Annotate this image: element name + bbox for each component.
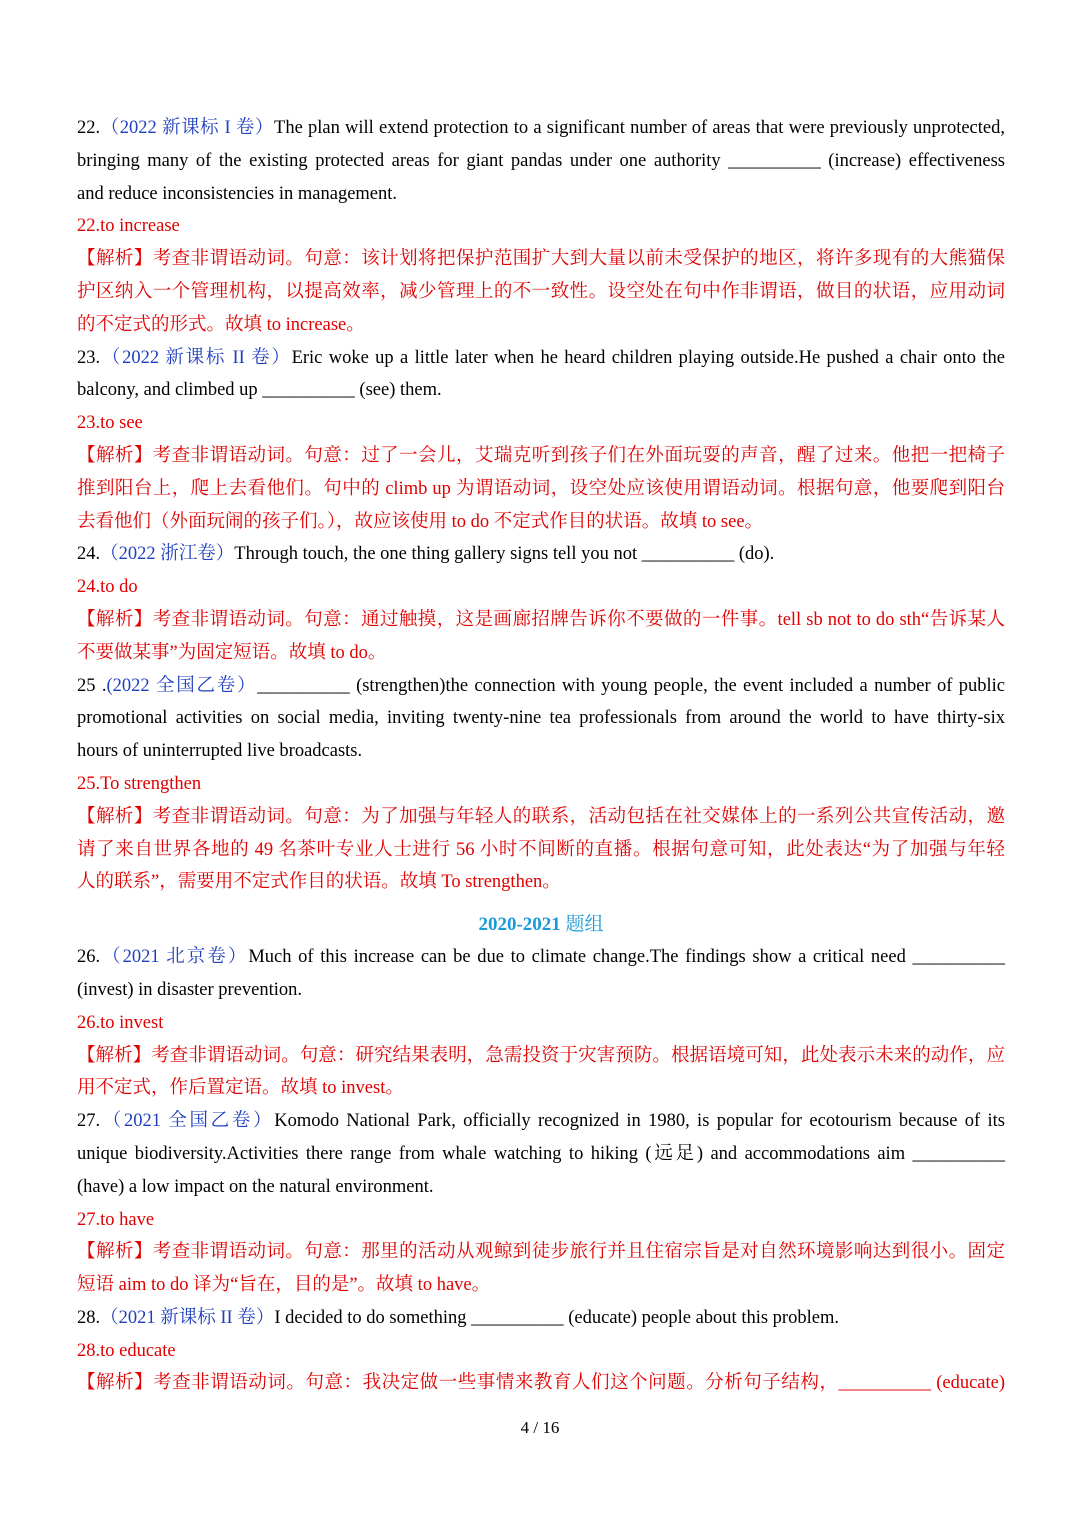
analysis-text: 的不定式的形式。故填 to increase。 bbox=[77, 314, 365, 335]
answer: 24.to do bbox=[77, 577, 138, 598]
analysis-text: 短语 aim to do 译为“旨在，目的是”。故填 to have。 bbox=[77, 1275, 491, 1296]
answer: 22.to increase bbox=[77, 216, 180, 237]
question-number: 23. bbox=[77, 347, 101, 368]
answer: 23.to see bbox=[77, 413, 143, 434]
analysis-text: 【解析】考查非谓语动词。句意：通过触摸，这是画廊招牌告诉你不要做的一件事。tell sb not to do sth“告诉某人 bbox=[77, 609, 1005, 630]
question-text: hours of uninterrupted live broadcasts. bbox=[77, 741, 363, 762]
document-body bbox=[77, 112, 1005, 1400]
question-text: and reduce inconsistencies in management. bbox=[77, 183, 398, 204]
question-text: 23.（2022 新课标 II 卷）Eric woke up a little later when he heard children playing outside.He pushed a chair onto the bbox=[77, 347, 1005, 368]
question-number: 22. bbox=[77, 118, 101, 138]
question-text: 25 .(2022 全国乙卷）__________ (strengthen)the connection with young people, the event included a number of public bbox=[77, 675, 1006, 696]
analysis-text: 用不定式，作后置定语。故填 to invest。 bbox=[77, 1078, 404, 1099]
question-28 bbox=[77, 1302, 1005, 1400]
question-source: （2022 浙江卷） bbox=[100, 544, 235, 565]
question-text: 27.（2021 全国乙卷）Komodo National Park, officially recognized in 1980, is popular for ecotourism because of its bbox=[77, 1111, 1005, 1132]
question-number: 28. bbox=[77, 1307, 101, 1328]
answer: 25.To strengthen bbox=[77, 773, 202, 794]
question-text: (have) a low impact on the natural environment. bbox=[77, 1176, 434, 1197]
question-text: bringing many of the existing protected areas for giant pandas under one authority __________ (increase) effectiveness bbox=[77, 150, 1005, 171]
question-number: 27. bbox=[77, 1111, 101, 1132]
question-source: （2021 全国乙卷） bbox=[100, 1111, 275, 1132]
question-text: unique biodiversity.Activities there range from whale watching to hiking (远足) and accommodations aim __________ bbox=[77, 1143, 1005, 1164]
section-heading: 2020-2021 题组 bbox=[478, 914, 604, 936]
page-number: 4 / 16 bbox=[520, 1418, 560, 1437]
question-text: promotional activities on social media, inviting twenty-nine tea professionals from around the world to have thirty-six bbox=[77, 708, 1005, 729]
question-source: （2022 新课标 I 卷） bbox=[100, 118, 275, 138]
question-27 bbox=[77, 1105, 1005, 1302]
question-number: 26. bbox=[77, 947, 101, 968]
question-text: 28.（2021 新课标 II 卷）I decided to do something __________ (educate) people about this problem. bbox=[77, 1307, 839, 1328]
question-source: (2022 全国乙卷） bbox=[106, 675, 258, 696]
analysis-text: 护区纳入一个管理机构，以提高效率，减少管理上的不一致性。设空处在句中作非谓语，做目的状语，应用动词 bbox=[77, 281, 1005, 302]
question-25 bbox=[77, 670, 1005, 900]
analysis-text: 【解析】考查非谓语动词。句意：我决定做一些事情来教育人们这个问题。分析句子结构，__________ (educate) bbox=[77, 1373, 1005, 1394]
question-text: 24.（2022 浙江卷）Through touch, the one thing gallery signs tell you not __________ (do). bbox=[77, 544, 775, 565]
answer: 27.to have bbox=[77, 1209, 155, 1230]
question-text: balcony, and climbed up __________ (see) them. bbox=[77, 380, 442, 401]
analysis-text: 【解析】考查非谓语动词。句意：为了加强与年轻人的联系，活动包括在社交媒体上的一系列公共宣传活动，邀 bbox=[77, 806, 1005, 827]
analysis-text: 人的联系”，需要用不定式作目的状语。故填 To strengthen。 bbox=[77, 872, 561, 893]
analysis-text: 【解析】考查非谓语动词。句意：该计划将把保护范围扩大到大量以前未受保护的地区，将许多现有的大熊猫保 bbox=[77, 249, 1005, 270]
question-text: (invest) in disaster prevention. bbox=[77, 979, 303, 1000]
analysis-text: 【解析】考查非谓语动词。句意：过了一会儿，艾瑞克听到孩子们在外面玩耍的声音，醒了过来。他把一把椅子 bbox=[77, 445, 1005, 466]
question-text: 26.（2021 北京卷）Much of this increase can be due to climate change.The findings show a critical need __________ bbox=[77, 947, 1005, 968]
analysis-text: 去看他们（外面玩闹的孩子们。），故应该使用 to do 不定式作目的状语。故填 to see。 bbox=[77, 511, 764, 532]
question-number: 24. bbox=[77, 544, 101, 565]
question-24 bbox=[77, 538, 1005, 669]
analysis-text: 【解析】考查非谓语动词。句意：研究结果表明，急需投资于灾害预防。根据语境可知，此处表示未来的动作，应 bbox=[77, 1045, 1005, 1066]
question-22 bbox=[77, 112, 1005, 342]
question-26 bbox=[77, 941, 1005, 1105]
question-source: （2022 新课标 II 卷） bbox=[100, 347, 292, 368]
question-text: 22.（2022 新课标 I 卷）The plan will extend protection to a significant number of areas that were previously unprotected, bbox=[77, 118, 1005, 138]
analysis-text: 不要做某事”为固定短语。故填 to do。 bbox=[77, 642, 387, 663]
question-source: （2021 北京卷） bbox=[100, 947, 249, 968]
analysis-text: 请了来自世界各地的 49 名茶叶专业人士进行 56 小时不间断的直播。根据句意可知，此处表达“为了加强与年轻 bbox=[77, 839, 1005, 860]
question-source: （2021 新课标 II 卷） bbox=[100, 1307, 275, 1328]
analysis-text: 推到阳台上，爬上去看他们。句中的 climb up 为谓语动词，设空处应该使用谓语动词。根据句意，他要爬到阳台 bbox=[77, 478, 1005, 499]
analysis-text: 【解析】考查非谓语动词。句意：那里的活动从观鲸到徒步旅行并且住宿宗旨是对自然环境影响达到很小。固定 bbox=[77, 1242, 1005, 1263]
answer: 26.to invest bbox=[77, 1012, 164, 1033]
answer: 28.to educate bbox=[77, 1340, 176, 1361]
question-number: 25 . bbox=[77, 675, 107, 696]
question-23 bbox=[77, 342, 1005, 539]
